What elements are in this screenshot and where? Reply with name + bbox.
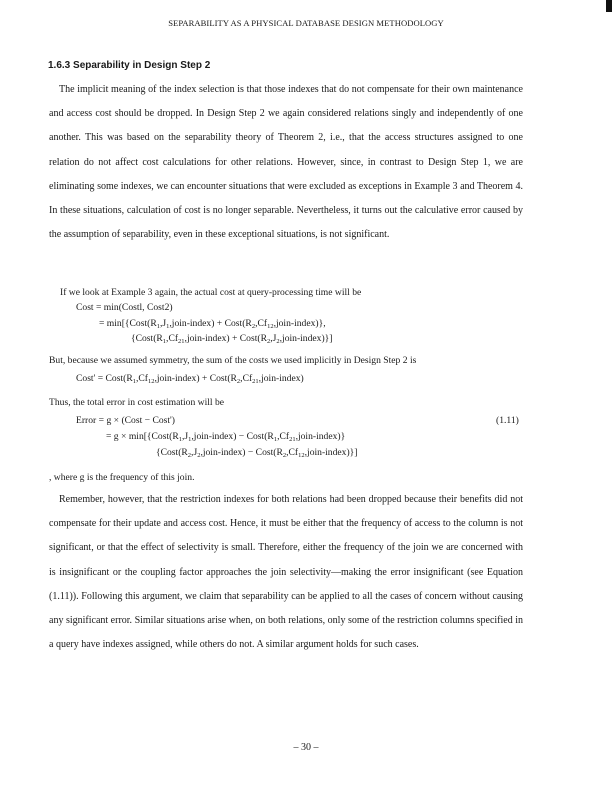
equation-cost-line-2: = $\min[\{Cost(R_1,J_1,join-index)$ + $Cost(R_2,Cf_{12},join-index)$}, xyxy=(99,318,326,330)
equation-error-line-1: Error = g × (Cost − Cost') xyxy=(76,415,175,426)
scan-corner-mark xyxy=(606,0,612,12)
equation-number: (1.11) xyxy=(496,415,519,426)
symmetry-intro: But, because we assumed symmetry, the sum of the costs we used implicitly in Design Step 2 is xyxy=(49,355,417,366)
section-title: 1.6.3 Separability in Design Step 2 xyxy=(48,60,211,71)
equation-cost-line-1: Cost = min(Costl, Cost2) xyxy=(76,302,173,313)
paragraph-2-text: Remember, however, that the restriction indexes for both relations had been dropped because their benefits did not compensate for their update and access cost. Hence, it must be either that the frequency of access to the column is not significant, or that the effect of selectivity is small. Therefore, either the frequency of the join we are concerned with is insignificant or the coupling factor approaches the join selectivity—making the error insignificant (see Equation (1.11)). Following this argument, we claim that separability can be applied to all the cases of concern without causing any significant error. Similar situations arise when, on both relations, only some of the restriction columns specified in a query have indexes assigned, while others do not. A similar argument holds for such cases. xyxy=(49,494,523,651)
page-number: – 30 – xyxy=(293,742,319,753)
equation-cost-line-3: {$Cost(R_1,Cf_{21},join-index)$ + $Cost(R_2,J_2,join-index)$}] xyxy=(131,333,333,345)
equation-cost-prime: Cost' = $Cost(R_1,Cf_{12},join-index)$ + $Cost(R_2,Cf_{21},join-index)$ xyxy=(76,373,304,385)
equation-error-line-3: {$Cost(R_2,J_2,join-index)$ − $Cost(R_2,Cf_{12},join-index)$}] xyxy=(156,447,358,459)
running-header: SEPARABILITY AS A PHYSICAL DATABASE DESIGN METHODOLOGY xyxy=(168,18,444,28)
error-intro: Thus, the total error in cost estimation will be xyxy=(49,397,225,408)
example-intro: If we look at Example 3 again, the actual cost at query-processing time will be xyxy=(60,287,362,298)
paragraph-1 xyxy=(49,78,523,247)
paragraph-2 xyxy=(49,488,523,657)
where-clause: , where g is the frequency of this join. xyxy=(49,472,195,483)
equation-error-line-2: = $g \times \min[\{Cost(R_1,J_1,join-index)$ − $Cost(R_1,Cf_{21},join-index)$} xyxy=(106,431,346,443)
paragraph-1-text: The implicit meaning of the index selection is that those indexes that do not compensate for their own maintenance and access cost should be dropped. In Design Step 2 we again considered relations singly and independently of one another. This was based on the separability theory of Theorem 2, i.e., that the access structures assigned to one relation do not affect cost calculations for other relations. However, since, in contrast to Design Step 1, we are eliminating some indexes, we can encounter situations that were excluded as exceptions in Example 3 and Theorem 4. In these situations, calculation of cost is no longer separable. Nevertheless, it turns out the calculative error caused by the assumption of separability, even in these exceptional situations, is not significant. xyxy=(49,84,523,241)
